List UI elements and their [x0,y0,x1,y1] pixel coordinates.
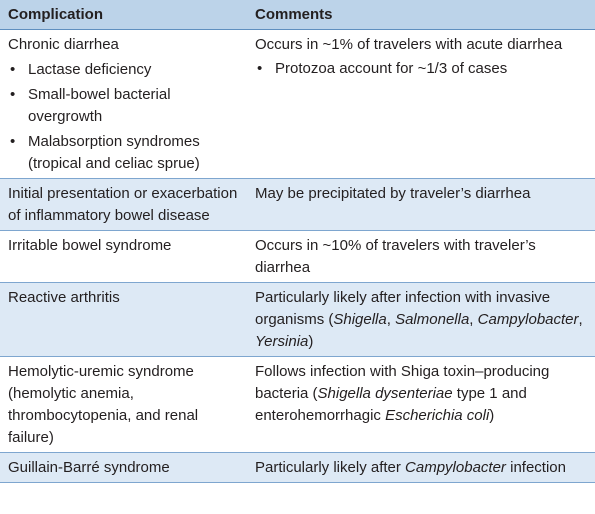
comment-cell [247,30,595,179]
comment-text: Follows infection with Shiga toxin–producing bacteria ( [255,363,550,402]
comment-cell: May be precipitated by traveler’s diarrhea [247,179,595,231]
organism-name: Campylobacter [405,459,506,476]
organism-name: Shigella dysenteriae [317,385,453,402]
comment-text: Occurs in ~1% of travelers with acute diarrhea [255,36,563,53]
complication-bullet-list [8,59,241,175]
complication-cell: Irritable bowel syndrome [0,231,247,283]
header-row [0,0,595,30]
comment-text: , [469,311,478,328]
organism-name: Yersinia [255,333,309,350]
complication-cell: Hemolytic-uremic syndrome (hemolytic anemia, thrombocytopenia, and renal failure) [0,357,247,453]
comment-text: , [578,311,583,328]
header-complication: Complication [0,0,247,30]
table-row [0,453,595,483]
comment-bullet-list [255,58,589,80]
table-row [0,283,595,357]
table-row [0,357,595,453]
complication-cell: Guillain-Barré syndrome [0,453,247,483]
comment-cell: Occurs in ~10% of travelers with traveler’s diarrhea [247,231,595,283]
comment-cell [247,283,595,357]
comment-text: Particularly likely after infection with invasive organisms ( [255,289,551,328]
table-row [0,179,595,231]
organism-name: Campylobacter [477,311,579,328]
comment-text: infection [505,459,566,476]
header-comments: Comments [247,0,595,30]
comment-text: Particularly likely after [255,459,406,476]
complication-text: Chronic diarrhea [8,36,119,53]
comment-cell [247,357,595,453]
complication-cell: Initial presentation or exacerbation of inflammatory bowel disease [0,179,247,231]
bullet-item: • Small-bowel bacterial overgrowth [8,84,241,128]
bullet-item: • Lactase deficiency [8,59,241,81]
comment-cell [247,453,595,483]
table-header [0,0,595,30]
complication-cell: Reactive arthritis [0,283,247,357]
organism-name: Salmonella [395,311,470,328]
comment-text: ) [308,333,314,350]
comment-text: type 1 and enterohemorrhagic [255,385,527,424]
bullet-item: • Malabsorption syndromes (tropical and celiac sprue) [8,131,241,175]
organism-name: Escherichia coli [385,407,490,424]
table-row [0,30,595,179]
bullet-item: • Protozoa account for ~1/3 of cases [255,58,589,80]
table-body [0,30,595,483]
comment-text: , [386,311,396,328]
complication-cell [0,30,247,179]
organism-name: Shigella [333,311,387,328]
table-row [0,231,595,283]
comment-text: ) [489,407,495,424]
